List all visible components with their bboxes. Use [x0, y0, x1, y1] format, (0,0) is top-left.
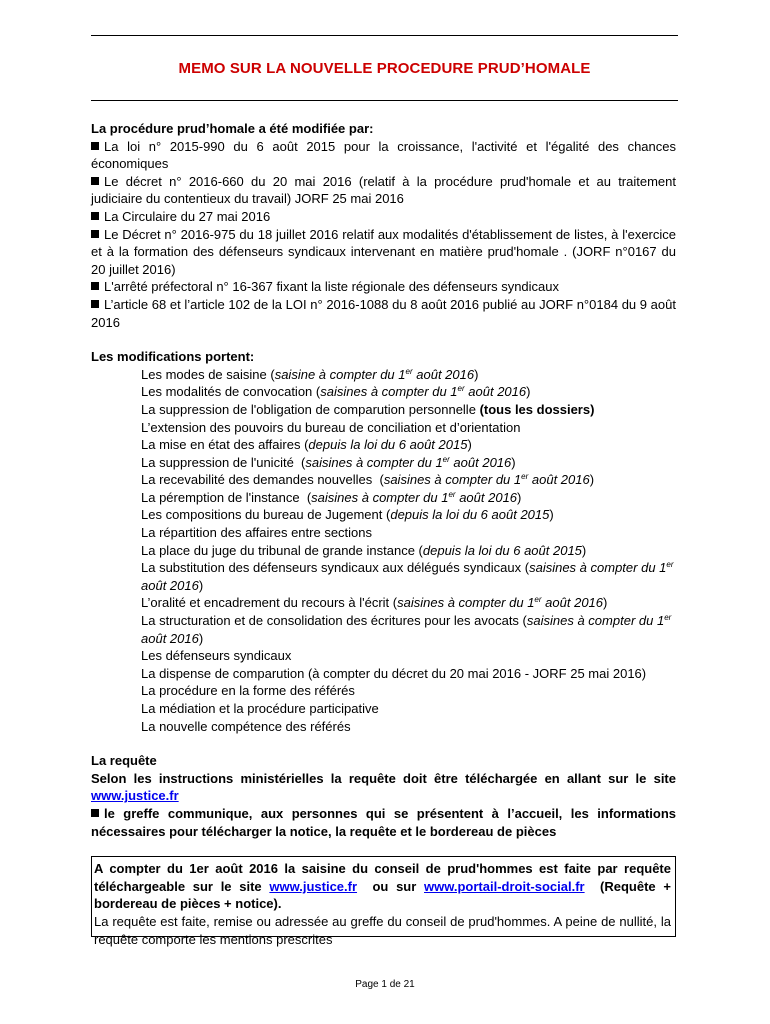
list-item: La suppression de l'obligation de comparution personnelle (tous les dossiers) — [141, 401, 595, 417]
requete-note: le greffe communique, aux personnes qui se présentent à l’accueil, les informations nécessaires pour télécharger la notice, la requête et le bordereau de pièces — [91, 805, 676, 839]
document-body — [91, 120, 676, 947]
notice-box: A compter du 1er août 2016 la saisine du conseil de prud'hommes est faite par requête téléchargeable sur le site www.justice.fr ou sur www.portail-droit-social.fr (Requête + bordereau de pièces + notice). La requête est faite, remise ou adressée au greffe du conseil de prud'hommes. A peine de nullité, la requête comporte les mentions prescrites — [91, 856, 676, 937]
list-item: L’oralité et encadrement du recours à l'écrit (saisines à compter du 1er août 2016) — [141, 595, 608, 611]
list-item: La mise en état des affaires (depuis la loi du 6 août 2015) — [141, 437, 472, 453]
requete-paragraph: Selon les instructions ministérielles la requête doit être téléchargée en allant sur le site www.justice.fr — [91, 770, 676, 804]
square-bullet-icon — [91, 177, 99, 185]
intro-item: L'arrêté préfectoral n° 16-367 fixant la liste régionale des défenseurs syndicaux — [91, 278, 676, 296]
list-item: Les modalités de convocation (saisines à compter du 1er août 2016) — [141, 384, 531, 400]
intro-item: La Circulaire du 27 mai 2016 — [91, 208, 676, 226]
square-bullet-icon — [91, 230, 99, 238]
justice-link[interactable]: www.justice.fr — [91, 788, 179, 804]
square-bullet-icon — [91, 282, 99, 290]
list-item: La structuration et de consolidation des écritures pour les avocats (saisines à compter du 1er août 2016) — [141, 613, 672, 646]
list-item: La place du juge du tribunal de grande instance (depuis la loi du 6 août 2015) — [141, 542, 587, 558]
modifications-list — [91, 366, 676, 735]
intro-item: La loi n° 2015-990 du 6 août 2015 pour la croissance, l'activité et l'égalité des chances économiques — [91, 138, 676, 172]
list-item: La procédure en la forme des référés — [141, 683, 355, 699]
intro-item: Le décret n° 2016-660 du 20 mai 2016 (relatif à la procédure prud'homale et au traitement judiciaire du contentieux du travail) JORF 25 mai 2016 — [91, 173, 676, 207]
list-item: La péremption de l'instance (saisines à compter du 1er août 2016) — [141, 489, 522, 505]
page-title: MEMO SUR LA NOUVELLE PROCEDURE PRUD’HOMALE — [178, 60, 591, 77]
list-item: La recevabilité des demandes nouvelles (saisines à compter du 1er août 2016) — [141, 472, 595, 488]
list-item: Les défenseurs syndicaux — [141, 648, 292, 664]
square-bullet-icon — [91, 212, 99, 220]
intro-item: L’article 68 et l’article 102 de la LOI n° 2016-1088 du 8 août 2016 publié au JORF n°0184 du 9 août 2016 — [91, 296, 676, 330]
requete-heading: La requête — [91, 753, 157, 769]
justice-link[interactable]: www.justice.fr — [269, 878, 358, 894]
list-item: La médiation et la procédure participative — [141, 701, 379, 716]
square-bullet-icon — [91, 142, 99, 150]
list-item: La répartition des affaires entre sections — [141, 525, 373, 541]
title-rule — [91, 100, 678, 101]
list-item: Les compositions du bureau de Jugement (depuis la loi du 6 août 2015) — [141, 507, 554, 523]
square-bullet-icon — [91, 300, 99, 308]
list-item: La suppression de l'unicité (saisines à compter du 1er août 2016) — [141, 454, 516, 470]
intro-heading: La procédure prud’homale a été modifiée par: — [91, 121, 374, 136]
list-item: La nouvelle compétence des référés — [141, 718, 351, 734]
list-item: La dispense de comparution (à compter du décret du 20 mai 2016 - JORF 25 mai 2016) — [141, 665, 647, 681]
page-footer: Page 1 de 21 — [355, 979, 415, 990]
list-item: L’extension des pouvoirs du bureau de conciliation et d’orientation — [141, 419, 521, 435]
square-bullet-icon — [91, 809, 99, 817]
intro-item: Le Décret n° 2016-975 du 18 juillet 2016 relatif aux modalités d'établissement de listes, à l'exercice et à la formation des défenseurs syndicaux intervenant en matière prud'homale . (JORF n°0167 du 20 juillet 2016) — [91, 226, 676, 277]
top-rule — [91, 35, 678, 36]
notice-box-text: La requête est faite, remise ou adressée au greffe du conseil de prud'hommes. A peine de nullité, la requête comporte les mentions prescrites — [94, 913, 671, 947]
portail-droit-social-link[interactable]: www.portail-droit-social.fr — [424, 878, 585, 894]
list-item: La substitution des défenseurs syndicaux aux délégués syndicaux (saisines à compter du 1er août 2016) — [141, 560, 674, 593]
modifications-heading: Les modifications portent: — [91, 349, 255, 365]
list-item: Les modes de saisine (saisine à compter du 1er août 2016) — [141, 366, 479, 382]
